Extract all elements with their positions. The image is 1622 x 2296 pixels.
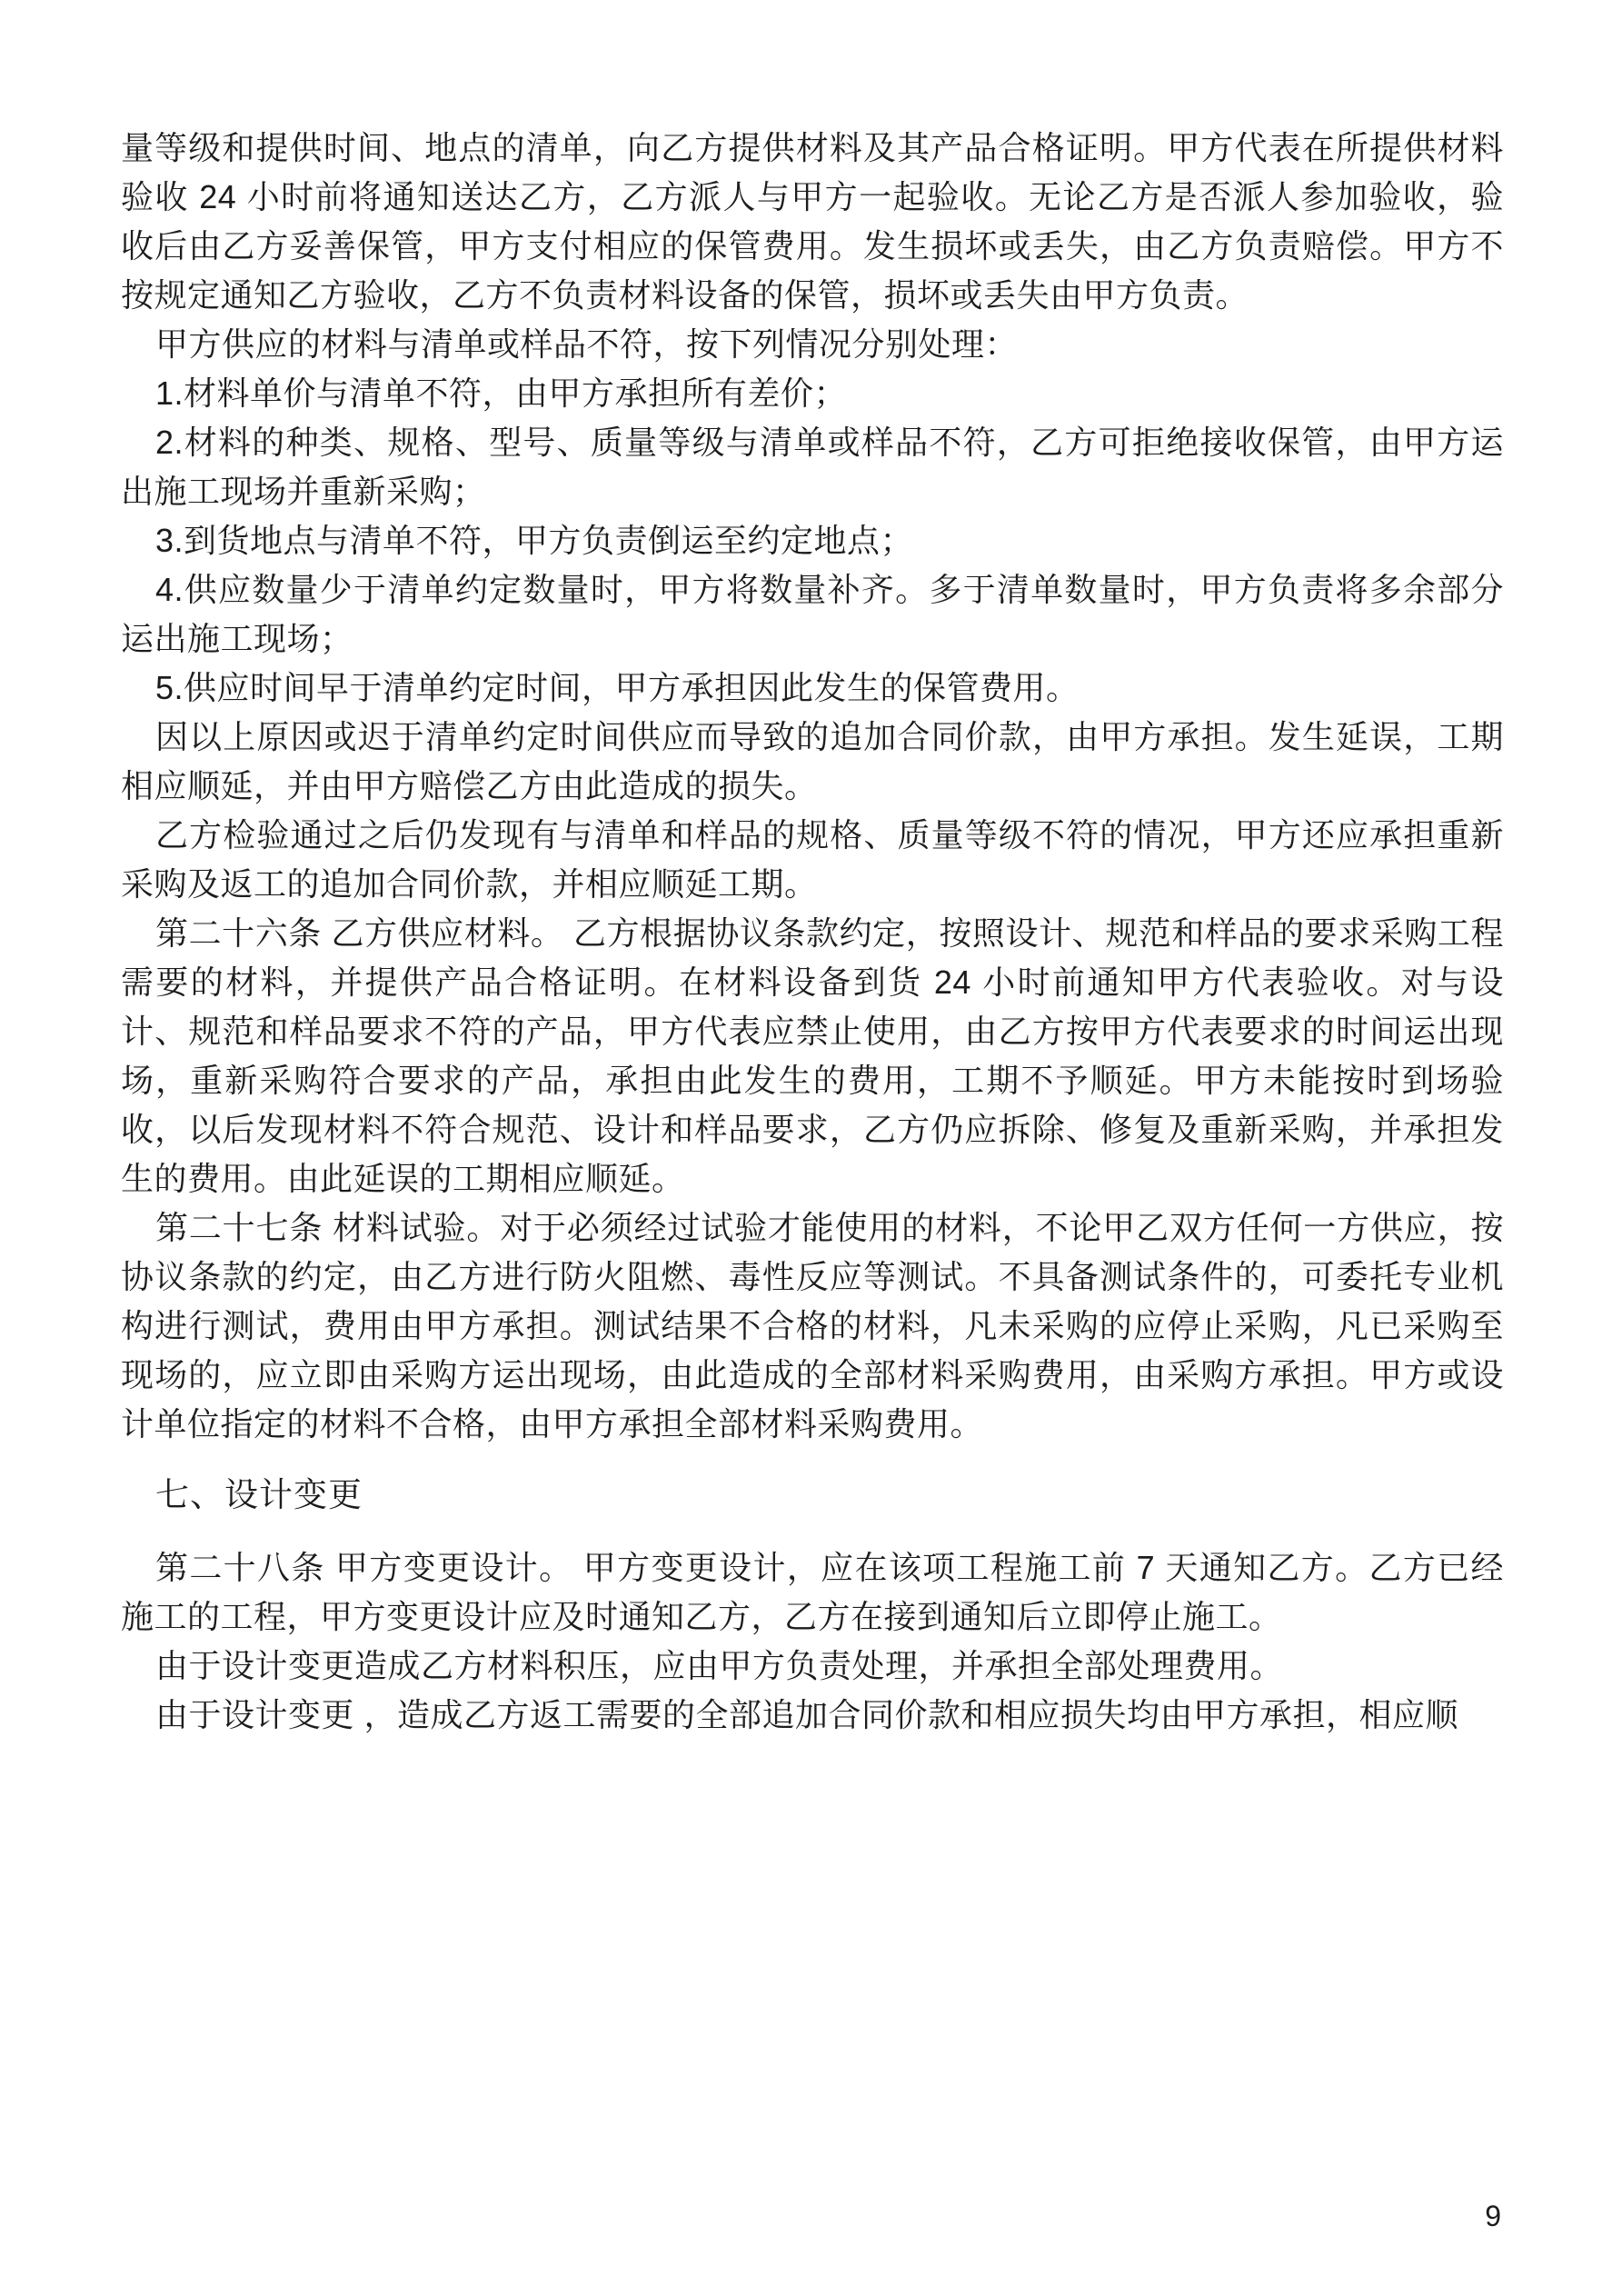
paragraph: 由于设计变更 ，造成乙方返工需要的全部追加合同价款和相应损失均由甲方承担，相应顺: [155, 1696, 1459, 1733]
list-item-2: 2.材料的种类、规格、型号、质量等级与清单或样品不符，乙方可拒绝接收保管，由甲方运出施工现场并重新采购；: [121, 424, 1504, 510]
document-content: [121, 124, 1504, 1740]
clause-28-paragraph: 第二十八条 甲方变更设计。 甲方变更设计，应在该项工程施工前 7 天通知乙方。乙方已经施工的工程，甲方变更设计应及时通知乙方，乙方在接到通知后立即停止施工。: [121, 1549, 1504, 1635]
list-item-4: 4.供应数量少于清单约定数量时，甲方将数量补齐。多于清单数量时，甲方负责将多余部分运出施工现场；: [121, 571, 1504, 657]
list-item-5: 5.供应时间早于清单约定时间，甲方承担因此发生的保管费用。: [155, 669, 1080, 706]
list-item-3: 3.到货地点与清单不符，甲方负责倒运至约定地点；: [155, 522, 914, 559]
clause-27-paragraph: 第二十七条 材料试验。对于必须经过试验才能使用的材料，不论甲乙双方任何一方供应，按协议条款的约定，由乙方进行防火阻燃、毒性反应等测试。不具备测试条件的，可委托专业机构进行测试，费用由甲方承担。测试结果不合格的材料，凡未采购的应停止采购，凡已采购至现场的，应立即由采购方运出现场，由此造成的全部材料采购费用，由采购方承担。甲方或设计单位指定的材料不合格，由甲方承担全部材料采购费用。: [121, 1209, 1504, 1442]
paragraph: 因以上原因或迟于清单约定时间供应而导致的追加合同价款，由甲方承担。发生延误，工期相应顺延，并由甲方赔偿乙方由此造成的损失。: [121, 718, 1504, 804]
paragraph-continuation: 量等级和提供时间、地点的清单，向乙方提供材料及其产品合格证明。甲方代表在所提供材料验收 24 小时前将通知送达乙方，乙方派人与甲方一起验收。无论乙方是否派人参加验收，验收后由乙方妥善保管，甲方支付相应的保管费用。发生损坏或丢失，由乙方负责赔偿。甲方不按规定通知乙方验收，乙方不负责材料设备的保管，损坏或丢失由甲方负责。: [121, 129, 1504, 314]
paragraph: 由于设计变更造成乙方材料积压，应由甲方负责处理，并承担全部处理费用。: [155, 1647, 1284, 1684]
section-heading-design-change: 七、设计变更: [155, 1476, 363, 1513]
page-number: 9: [1485, 2200, 1501, 2232]
paragraph: 甲方供应的材料与清单或样品不符，按下列情况分别处理：: [155, 325, 1019, 363]
clause-26-paragraph: 第二十六条 乙方供应材料。 乙方根据协议条款约定，按照设计、规范和样品的要求采购工程需要的材料，并提供产品合格证明。在材料设备到货 24 小时前通知甲方代表验收。对与设计、规范和样品要求不符的产品，甲方代表应禁止使用，由乙方按甲方代表要求的时间运出现场，重新采购符合要求的产品，承担由此发生的费用，工期不予顺延。甲方未能按时到场验收，以后发现材料不符合规范、设计和样品要求，乙方仍应拆除、修复及重新采购，并承担发生的费用。由此延误的工期相应顺延。: [121, 914, 1504, 1197]
list-item-1: 1.材料单价与清单不符，由甲方承担所有差价；: [155, 374, 848, 412]
paragraph: 乙方检验通过之后仍发现有与清单和样品的规格、质量等级不符的情况，甲方还应承担重新采购及返工的追加合同价款，并相应顺延工期。: [121, 816, 1504, 903]
